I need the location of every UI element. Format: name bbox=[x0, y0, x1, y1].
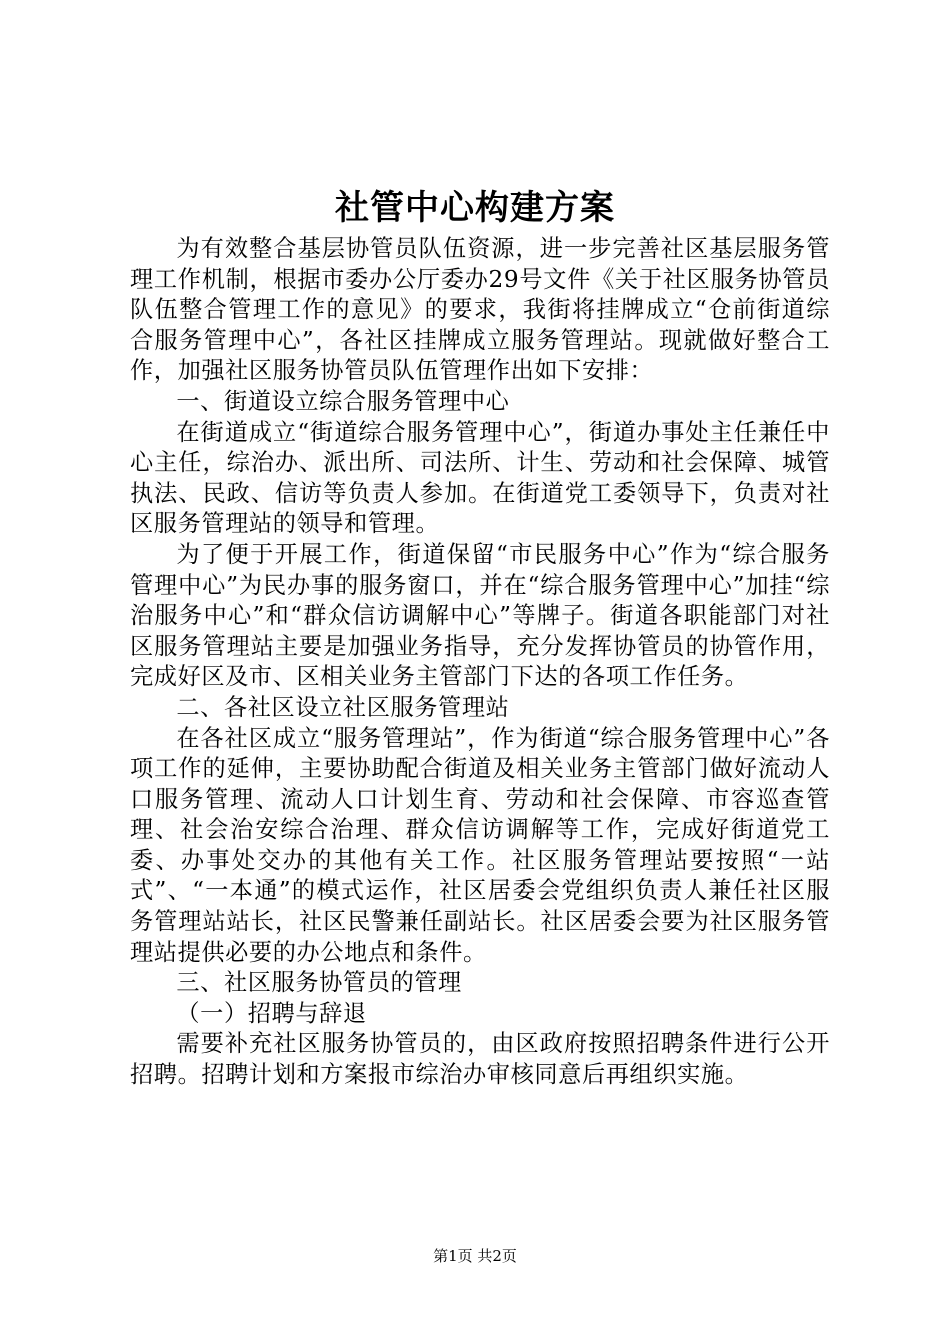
section-1-paragraph-1: 在街道成立“街道综合服务管理中心”，街道办事处主任兼任中心主任，综治办、派出所、司法所、计生、劳动和社会保障、城管执法、民政、信访等负责人参加。在街道党工委领导下，负责对社区服务管理站的领导和管理。 bbox=[130, 418, 830, 538]
section-1-paragraph-2: 为了便于开展工作，街道保留“市民服务中心”作为“综合服务管理中心”为民办事的服务窗口，并在“综合服务管理中心”加挂“综治服务中心”和“群众信访调解中心”等牌子。街道各职能部门对社区服务管理站主要是加强业务指导，充分发挥协管员的协管作用，完成好区及市、区相关业务主管部门下达的各项工作任务。 bbox=[130, 540, 830, 691]
subsection-heading-1: （一）招聘与辞退 bbox=[176, 999, 367, 1027]
section-heading-2: 二、各社区设立社区服务管理站 bbox=[176, 693, 510, 721]
document-body bbox=[130, 234, 830, 1091]
section-2-paragraph-1: 在各社区成立“服务管理站”，作为街道“综合服务管理中心”各项工作的延伸，主要协助配合街道及相关业务主管部门做好流动人口服务管理、流动人口计划生育、劳动和社会保障、市容巡查管理、社会治安综合治理、群众信访调解等工作，完成好街道党工委、办事处交办的其他有关工作。社区服务管理站要按照“一站式”、“一本通”的模式运作，社区居委会党组织负责人兼任社区服务管理站站长，社区民警兼任副站长。社区居委会要为社区服务管理站提供必要的办公地点和条件。 bbox=[130, 724, 830, 966]
document-title: 社管中心构建方案 bbox=[335, 188, 615, 228]
page-number-footer: 第1页 共2页 bbox=[433, 1247, 517, 1265]
intro-paragraph: 为有效整合基层协管员队伍资源，进一步完善社区基层服务管理工作机制，根据市委办公厅委办29号文件《关于社区服务协管员队伍整合管理工作的意见》的要求，我街将挂牌成立“仓前街道综合服务管理中心”，各社区挂牌成立服务管理站。现就做好整合工作，加强社区服务协管员队伍管理作出如下安排： bbox=[130, 235, 830, 385]
section-heading-1: 一、街道设立综合服务管理中心 bbox=[176, 387, 510, 415]
section-heading-3: 三、社区服务协管员的管理 bbox=[176, 969, 462, 997]
subsection-1-paragraph-1: 需要补充社区服务协管员的，由区政府按照招聘条件进行公开招聘。招聘计划和方案报市综治办审核同意后再组织实施。 bbox=[130, 1030, 830, 1089]
